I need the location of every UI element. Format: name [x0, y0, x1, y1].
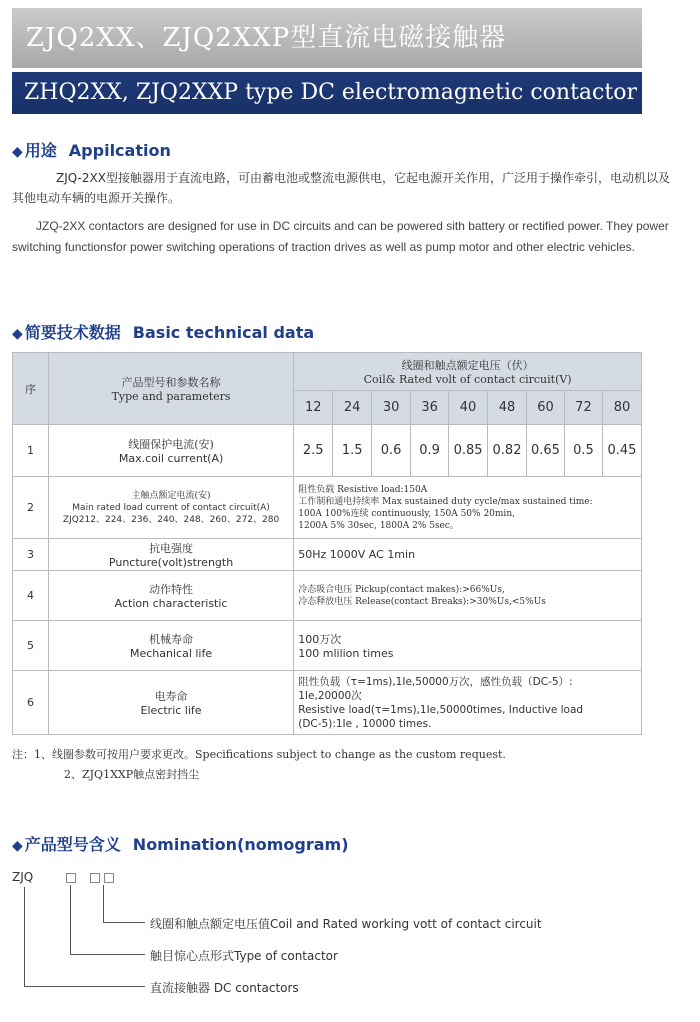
nomination-heading	[12, 832, 349, 855]
row-number: 3	[13, 539, 49, 571]
row-name-cn: 电寿命	[154, 690, 188, 703]
row-name-en: Mechanical life	[129, 647, 213, 660]
value-line: 100A 100%连续 continuously, 150A 50% 20min,	[298, 508, 515, 519]
note-line-1: 注：1、线圈参数可按用户要求更改。Specifications subject to change as the custom request.	[12, 748, 506, 761]
value-cell: 1.5	[333, 425, 372, 477]
row-name-cn: 动作特性	[149, 583, 194, 596]
table-row	[13, 671, 642, 735]
value-line: 50Hz 1000V AC 1min	[298, 548, 416, 561]
application-heading-cn: 用途	[24, 141, 57, 160]
connector-line	[70, 885, 71, 955]
voltage-header: 48	[488, 391, 527, 425]
nomination-prefix: ZJQ	[12, 870, 34, 884]
row-name	[48, 621, 293, 671]
value-text	[294, 671, 642, 735]
col-header-type	[48, 353, 293, 425]
row-number: 4	[13, 571, 49, 621]
value-line: 冷态吸合电压 Pickup(contact makes):>66%Us,	[298, 584, 505, 595]
diamond-icon: ◆	[12, 326, 23, 342]
voltage-header: 30	[372, 391, 411, 425]
voltage-box	[104, 873, 114, 883]
value-text	[294, 477, 642, 539]
row-name-models: ZJQ212、224、236、240、248、260、272、280	[62, 514, 280, 525]
col-header-voltage-en: Coil& Rated volt of contact circuit(V)	[363, 373, 572, 386]
row-name	[48, 477, 293, 539]
voltage-header: 36	[411, 391, 449, 425]
nomination-item: 直流接触器 DC contactors	[150, 981, 299, 995]
table-row	[13, 477, 642, 539]
table-row	[13, 571, 642, 621]
row-name	[48, 571, 293, 621]
diamond-icon: ◆	[12, 144, 23, 160]
application-text-cn: ZJQ-2XX型接触器用于直流电路，可由蓄电池或整流电源供电，它起电源开关作用，广泛用于操作牵引，电动机以及其他电动车辆的电源开关操作。	[12, 171, 670, 205]
row-name-en: Action characteristic	[114, 597, 228, 610]
value-line: 阻性负载 Resistive load:150A	[298, 484, 428, 495]
value-line: 1200A 5% 30sec, 1800A 2% 5sec。	[298, 520, 459, 531]
value-text	[294, 621, 642, 671]
value-line: 100 mlilion times	[298, 647, 394, 660]
voltage-box	[90, 873, 100, 883]
voltage-header: 12	[294, 391, 333, 425]
row-name-cn: 抗电强度	[149, 542, 194, 555]
voltage-header: 60	[527, 391, 565, 425]
connector-line	[103, 885, 104, 923]
connector-line	[70, 954, 145, 955]
value-cell: 0.65	[527, 425, 565, 477]
value-cell: 0.85	[449, 425, 488, 477]
nomination-item: 触目惊心点形式Type of contactor	[150, 949, 338, 963]
table-row	[13, 425, 642, 477]
table-row	[13, 621, 642, 671]
application-heading-en: Appilcation	[68, 141, 171, 160]
row-number: 2	[13, 477, 49, 539]
nomination-item: 线圈和触点额定电压值Coil and Rated working vott of contact circuit	[150, 917, 542, 931]
row-number: 6	[13, 671, 49, 735]
connector-line	[24, 986, 145, 987]
technical-heading-en: Basic technical data	[132, 323, 315, 342]
row-name-en: Puncture(volt)strength	[108, 556, 234, 569]
technical-heading	[12, 320, 314, 343]
value-line: 1Ie,20000次	[298, 689, 362, 702]
connector-line	[24, 887, 25, 987]
value-text	[294, 539, 642, 571]
row-name	[48, 671, 293, 735]
contact-type-box	[66, 873, 76, 883]
voltage-header: 72	[564, 391, 602, 425]
value-line: 100万次	[298, 633, 342, 646]
connector-line	[103, 922, 145, 923]
row-name-en: Max.coil current(A)	[118, 452, 224, 465]
col-header-type-en: Type and parameters	[111, 390, 231, 403]
table-row	[13, 539, 642, 571]
row-number: 1	[13, 425, 49, 477]
notes	[12, 745, 506, 785]
value-line: 冷态释放电压 Release(contact Breaks):>30%Us,<5%Us	[298, 596, 546, 607]
row-name	[48, 425, 293, 477]
row-name-cn: 线圈保护电流(安)	[128, 438, 214, 451]
row-name-en: Main rated load current of contact circuit(A)	[72, 502, 270, 513]
col-header-voltage	[294, 353, 642, 391]
voltage-header: 40	[449, 391, 488, 425]
note-line-2: 2、ZJQ1XXP触点密封挡尘	[64, 768, 200, 781]
application-heading	[12, 138, 171, 161]
voltage-header: 24	[333, 391, 372, 425]
page-title-en: ZHQ2XX, ZJQ2XXP type DC electromagnetic contactor	[12, 72, 642, 114]
value-line: Resistive load(τ=1ms),1Ie,50000times, Inductive load	[298, 703, 584, 716]
technical-table	[12, 352, 642, 735]
nomination-heading-cn: 产品型号含义	[24, 835, 121, 854]
value-cell: 0.45	[602, 425, 641, 477]
value-cell: 0.5	[564, 425, 602, 477]
value-line: 阻性负载（τ=1ms),1Ie,50000万次，感性负载（DC-5）:	[298, 675, 573, 688]
nomination-heading-en: Nomination(nomogram)	[132, 835, 349, 854]
diamond-icon: ◆	[12, 838, 23, 854]
voltage-header: 80	[602, 391, 641, 425]
page-title-cn: ZJQ2XX、ZJQ2XXP型直流电磁接触器	[12, 8, 642, 68]
value-cell: 0.9	[411, 425, 449, 477]
col-header-no: 序	[13, 353, 49, 425]
row-name-cn: 机械寿命	[149, 633, 194, 646]
value-cell: 2.5	[294, 425, 333, 477]
col-header-type-cn: 产品型号和参数名称	[121, 376, 221, 389]
row-name-cn: 主触点额定电流(安)	[131, 490, 211, 501]
value-text	[294, 571, 642, 621]
value-line: (DC-5):1Ie , 10000 times.	[298, 717, 432, 730]
row-name-en: Electric life	[140, 704, 202, 717]
technical-heading-cn: 简要技术数据	[24, 323, 121, 342]
row-number: 5	[13, 621, 49, 671]
col-header-voltage-cn: 线圈和触点额定电压（伏）	[401, 359, 534, 372]
value-cell: 0.6	[372, 425, 411, 477]
value-line: 工作制和通电持续率 Max sustained duty cycle/max sustained time:	[298, 496, 593, 507]
value-cell: 0.82	[488, 425, 527, 477]
application-text-en: JZQ-2XX contactors are designed for use in DC circuits and can be powered sith battery or rectified power. They power switching functionsfor power switching operations of traction drives as well as pump motor and other electric vehicles.	[12, 219, 669, 254]
row-name	[48, 539, 293, 571]
